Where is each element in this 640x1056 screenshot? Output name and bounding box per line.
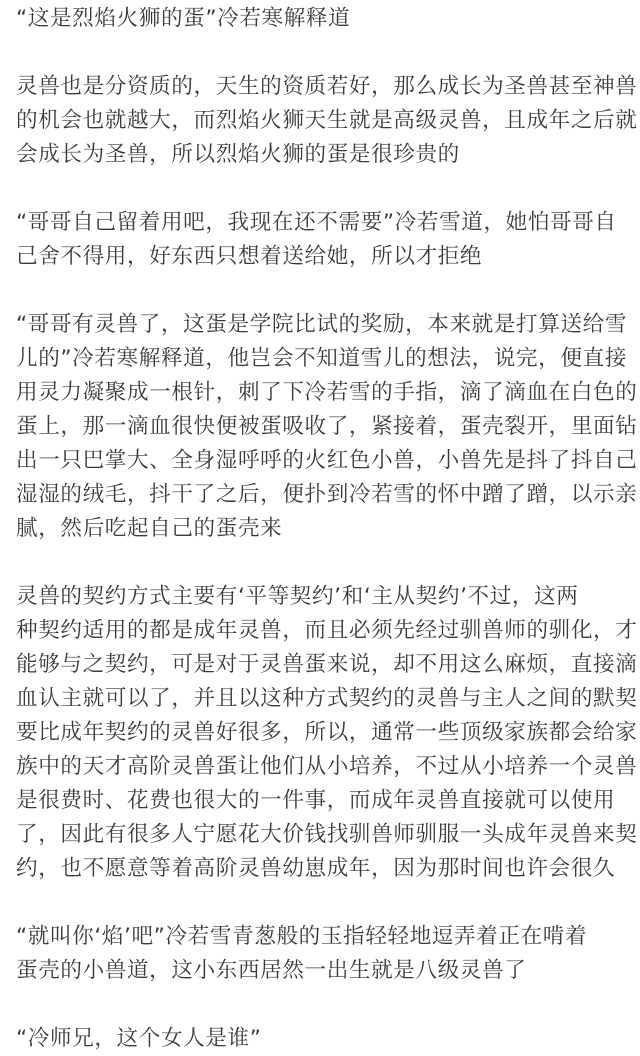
text-line: “哥哥自己留着用吧，我现在还不需要”冷若雪道，她怕哥哥自 [16,210,617,235]
paragraph-6 [16,920,624,988]
text-line: “哥哥有灵兽了，这蛋是学院比试的奖励，本来就是打算送给雪 [16,312,628,337]
text-line: 出一只巴掌大、全身湿呼呼的火红色小兽，小兽先是抖了抖自己 [16,448,638,473]
paragraph-7 [16,1022,624,1056]
paragraph-spacer [16,172,624,206]
text-line: 的机会也就越大，而烈焰火狮天生就是高级灵兽，且成年之后就 [16,108,638,133]
text-line: 灵兽的契约方式主要有‘平等契约’和‘主从契约’不过，这两 [16,584,579,609]
text-line: “冷师兄，这个女人是谁” [16,1026,262,1051]
text-line: 儿的”冷若寒解释道，他岂会不知道雪儿的想法，说完，便直接 [16,346,628,371]
text-line: 蛋上，那一滴血很快便被蛋吸收了，紧接着，蛋壳裂开，里面钻 [16,414,638,439]
article-body [16,2,638,1056]
text-line: 种契约适用的都是成年灵兽，而且必须先经过驯兽师的驯化，才 [16,618,638,643]
text-line: 约，也不愿意等着高阶灵兽幼崽成年，因为那时间也许会很久 [16,856,616,881]
text-line: 蛋壳的小兽道，这小东西居然一出生就是八级灵兽了 [16,958,527,983]
text-line: 腻，然后吃起自己的蛋壳来 [16,516,283,541]
paragraph-2 [16,70,638,172]
text-line: 己舍不得用，好东西只想着送给她，所以才拒绝 [16,244,483,269]
text-line: 灵兽也是分资质的，天生的资质若好，那么成长为圣兽甚至神兽 [16,74,638,99]
text-line: 会成长为圣兽，所以烈焰火狮的蛋是很珍贵的 [16,142,460,167]
text-line: 湿湿的绒毛，抖干了之后，便扑到冷若雪的怀中蹭了蹭，以示亲 [16,482,638,507]
text-line: 能够与之契约，可是对于灵兽蛋来说，却不用这么麻烦，直接滴 [16,652,638,677]
paragraph-spacer [16,274,624,308]
text-line: 用灵力凝聚成一根针，刺了下冷若雪的手指，滴了滴血在白色的 [16,380,638,405]
paragraph-5 [16,580,638,886]
paragraph-spacer [16,886,624,920]
text-line: 要比成年契约的灵兽好很多，所以，通常一些顶级家族都会给家 [16,720,638,745]
paragraph-spacer [16,988,624,1022]
text-line: “就叫你‘焰’吧”冷若雪青葱般的玉指轻轻地逗弄着正在啃着 [16,924,588,949]
text-line: 血认主就可以了，并且以这种方式契约的灵兽与主人之间的默契 [16,686,638,711]
paragraph-spacer [16,36,624,70]
text-line: 了，因此有很多人宁愿花大价钱找驯兽师驯服一头成年灵兽来契 [16,822,638,847]
text-line: “这是烈焰火狮的蛋”冷若寒解释道 [16,6,351,31]
paragraph-spacer [16,546,624,580]
paragraph-3 [16,206,624,274]
text-line: 是很费时、花费也很大的一件事，而成年灵兽直接就可以使用 [16,788,616,813]
text-line: 族中的天才高阶灵兽蛋让他们从小培养，不过从小培养一个灵兽 [16,754,638,779]
paragraph-1 [16,2,624,36]
paragraph-4 [16,308,638,546]
